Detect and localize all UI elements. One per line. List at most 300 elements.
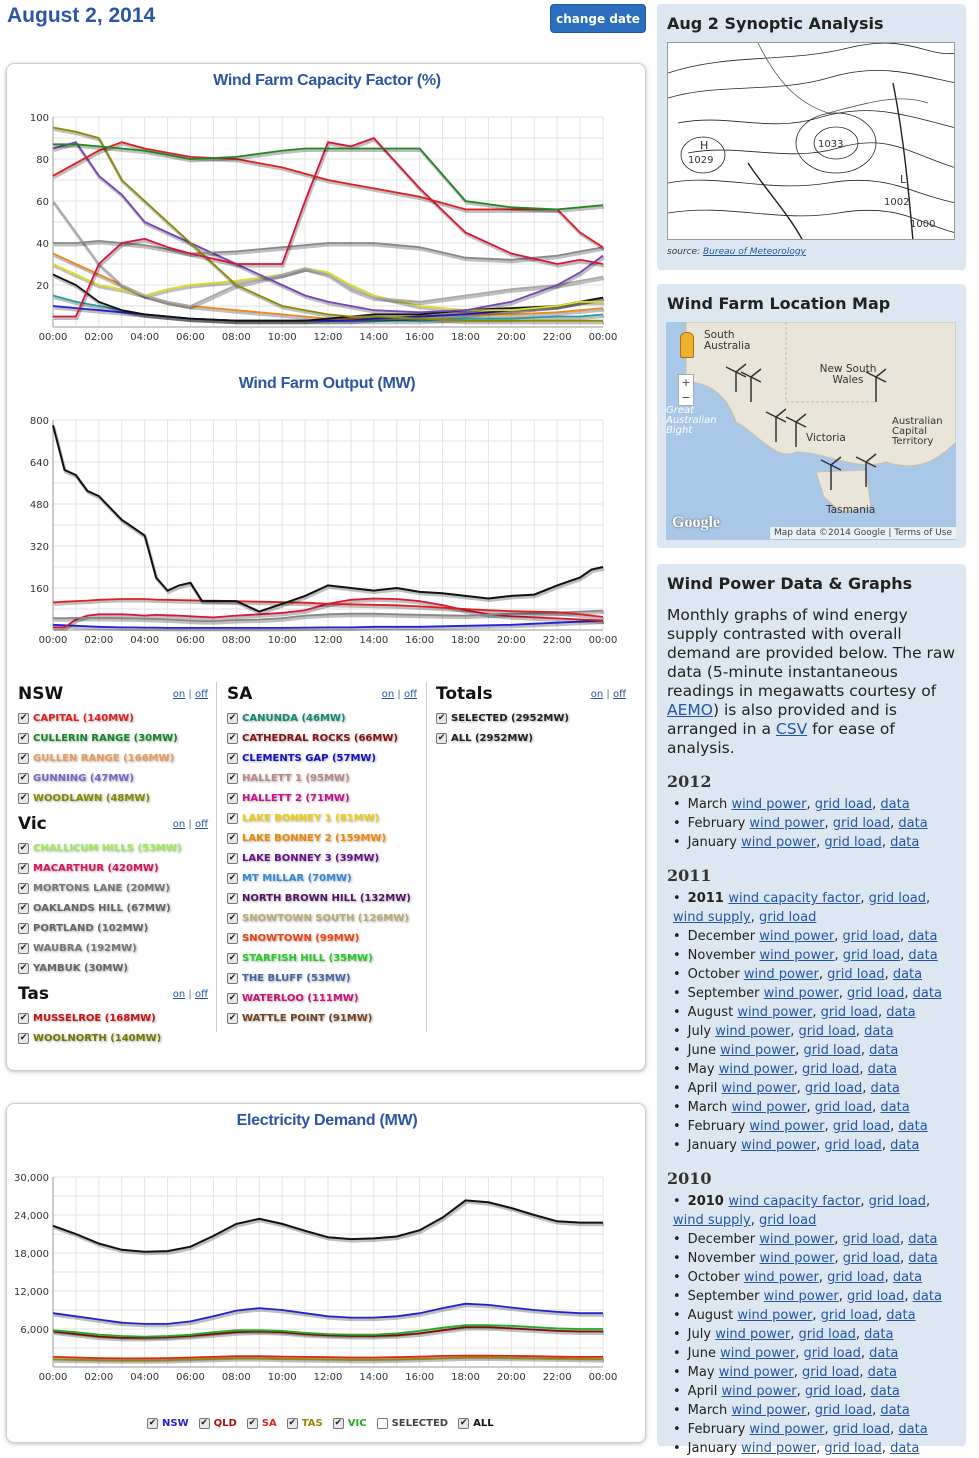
archive-link[interactable]: wind supply [673, 910, 751, 925]
archive-link[interactable]: wind power [749, 1119, 825, 1134]
legend-checkbox[interactable]: ✔ [19, 752, 28, 763]
legend-item[interactable] [227, 708, 417, 728]
legend-checkbox[interactable]: ✔ [228, 952, 237, 963]
x-tick-label: 20:00 [496, 332, 526, 343]
legend-label: LAKE BONNEY 2 (159MW) [242, 832, 387, 844]
archive-link[interactable]: data [869, 1346, 899, 1361]
archive-link[interactable]: grid load [814, 1403, 873, 1418]
archive-link[interactable]: grid load [824, 1138, 882, 1153]
x-tick-label: 00:00 [38, 635, 68, 646]
map-label-tas: Tasmania [826, 504, 876, 516]
legend-checkbox[interactable]: ✔ [437, 712, 446, 723]
demand-legend-label: NSW [162, 1418, 189, 1429]
archive-link[interactable]: wind power [718, 1062, 794, 1077]
legend-checkbox[interactable]: ✔ [228, 792, 237, 803]
x-tick-label: 02:00 [84, 635, 114, 646]
synoptic-source: source: Bureau of Meteorology [667, 247, 806, 257]
archive-link[interactable]: grid load [824, 835, 882, 850]
archive-link[interactable]: wind power [720, 1043, 796, 1058]
legend-checkbox[interactable]: ✔ [228, 892, 237, 903]
legend-label: MT MILLAR (70MW) [242, 872, 352, 884]
archive-link[interactable]: data [880, 1100, 910, 1115]
demand-legend-item[interactable] [333, 1418, 367, 1429]
archive-link[interactable]: wind power [731, 797, 807, 812]
archive-link[interactable]: grid load [814, 797, 873, 812]
archive-link[interactable]: grid load [758, 1213, 817, 1228]
legend-item[interactable] [227, 748, 417, 768]
legend-item[interactable] [227, 848, 417, 868]
month-label: January [687, 1138, 742, 1153]
demand-legend-checkbox[interactable]: ✔ [334, 1418, 343, 1428]
legend-label: WAUBRA (192MW) [33, 942, 137, 954]
x-tick-label: 06:00 [176, 1372, 205, 1382]
legend-item[interactable] [227, 1008, 417, 1028]
archive-link[interactable]: wind power [721, 1384, 797, 1399]
pegman-icon[interactable] [680, 332, 694, 358]
archive-link[interactable]: data [908, 1232, 938, 1247]
archive-link[interactable]: wind power [759, 1232, 835, 1247]
y-tick-label: 12,000 [14, 1287, 49, 1298]
archive-link[interactable]: data [880, 797, 910, 812]
x-tick-label: 14:00 [359, 1372, 389, 1382]
legend-item[interactable] [18, 788, 208, 808]
legend-checkbox[interactable]: ✔ [228, 972, 237, 983]
legend-checkbox[interactable]: ✔ [228, 712, 237, 723]
legend-checkbox[interactable]: ✔ [228, 772, 237, 783]
x-tick-label: 00:00 [38, 1372, 68, 1382]
legend-checkbox[interactable]: ✔ [228, 872, 237, 883]
archive-link[interactable]: wind power [720, 1346, 796, 1361]
legend-item[interactable] [227, 868, 417, 888]
archive-link[interactable]: wind power [759, 929, 835, 944]
x-tick-label: 00:00 [588, 1372, 618, 1382]
group-totals: Totals on | off [436, 684, 626, 704]
group-tas: Tas on | off [18, 984, 208, 1004]
nsw-on-link[interactable]: on [172, 689, 186, 700]
archive-link[interactable]: grid load [798, 1327, 856, 1342]
month-label: March [687, 1403, 732, 1418]
legend-checkbox[interactable]: ✔ [228, 912, 237, 923]
archive-link[interactable]: grid load [820, 1005, 879, 1020]
month-label: February [687, 1119, 750, 1134]
legend-checkbox[interactable]: ✔ [19, 962, 28, 973]
aemo-link[interactable]: AEMO [667, 701, 713, 719]
y-tick-label: 30,000 [14, 1173, 49, 1184]
legend-label: OAKLANDS HILL (67MW) [33, 902, 171, 914]
archive-link[interactable]: grid load [868, 1194, 927, 1209]
month-label: July [687, 1024, 716, 1039]
month-item: • March wind power, grid load, data [673, 1098, 959, 1117]
demand-legend-checkbox[interactable]: ✔ [200, 1418, 208, 1428]
legend-label: WATTLE POINT (91MW) [242, 1012, 373, 1024]
legend-checkbox[interactable]: ✔ [19, 1032, 28, 1043]
x-tick-label: 22:00 [542, 332, 572, 343]
month-item: • September wind power, grid load, data [673, 1287, 959, 1306]
legend-label: STARFISH HILL (35MW) [242, 952, 373, 964]
map-label-nsw: New South Wales [819, 363, 877, 386]
legend-checkbox[interactable]: ✔ [228, 852, 237, 863]
tas-on-link[interactable]: on [172, 989, 186, 1000]
power-intro: Monthly graphs of wind energy supply contrasted with overall demand are provided below. The raw data (5-minute instantaneous readings in megawatts courtesy of AEMO) is also provided and is arranged in a CSV for ease of analysis. 2012 • March wind power, grid load, data • February wind power, grid load, data • January wind power, grid load, data 2011 • 2011 wind capacity factor, grid load, wind supply, grid load • December wind power, grid load, data • November wind power, grid load, data • October wind power, grid load, data • September wind power, grid load, data • August wind power, grid load, data • July wind power, grid load, data • June wind power, grid load, data • May wind power, grid load, data • April wind power, grid load, data • March wind power, grid load, data • February wind power, grid load, data • January wind power, grid load, data 2010 • 2010 wind capacity factor, grid load, wind supply, grid load • December wind power, grid load, data • November wind power, grid load, data • October wind power, grid load, data • September wind power, grid load, data • August wind power, grid load, data • July wind power, grid load, data • June wind power, grid load, data • May wind power, grid load, data • April wind power, grid load, data • March wind power, grid load, data • February wind power, grid load, data • January wind power, grid load, data [667, 606, 959, 1458]
legend-item[interactable] [18, 708, 208, 728]
archive-link[interactable]: grid load [842, 1232, 900, 1247]
x-tick-label: 10:00 [267, 1372, 297, 1382]
synoptic-high-label: H [700, 139, 709, 152]
archive-link[interactable]: data [867, 1062, 897, 1077]
archive-link[interactable]: data [908, 929, 938, 944]
change-date-button[interactable]: change date [550, 4, 646, 33]
legend-item[interactable] [227, 968, 417, 988]
month-item: • January wind power, grid load, data [673, 1136, 959, 1155]
archive-link[interactable]: data [908, 1251, 938, 1266]
archive-link[interactable]: grid load [802, 1062, 860, 1077]
legend-item[interactable] [227, 808, 417, 828]
legend-checkbox[interactable]: ✔ [19, 712, 28, 723]
legend-item[interactable] [227, 768, 417, 788]
synoptic-pressure-1002: 1002 [884, 197, 910, 208]
archive-link[interactable]: data [890, 1138, 920, 1153]
legend-checkbox[interactable]: ✔ [228, 732, 237, 743]
legend-checkbox[interactable]: ✔ [19, 792, 28, 803]
archive-link[interactable]: data [880, 1403, 910, 1418]
tas-items [18, 1008, 208, 1048]
vic-off-link[interactable]: off [194, 819, 208, 830]
sa-off-link[interactable]: off [403, 689, 417, 700]
month-label: April [687, 1384, 722, 1399]
month-item: • February wind power, grid load, data [673, 1420, 959, 1439]
wind-farm-map[interactable] [666, 322, 956, 540]
legend-item[interactable] [18, 958, 208, 978]
archive-link[interactable]: grid load [803, 1346, 861, 1361]
legend-label: THE BLUFF (53MW) [242, 972, 351, 984]
power-title: Wind Power Data & Graphs [667, 574, 913, 593]
archive-link[interactable]: data [867, 1365, 897, 1380]
synoptic-low-label: L [900, 173, 907, 186]
archive-link[interactable]: wind supply [673, 1213, 751, 1228]
demand-legend-item[interactable] [287, 1418, 323, 1429]
archive-link[interactable]: wind capacity factor [728, 891, 861, 906]
archive-link[interactable]: wind power [731, 1403, 807, 1418]
tas-off-link[interactable]: off [194, 989, 208, 1000]
group-vic: Vic on | off [18, 814, 208, 834]
archive-link[interactable]: data [908, 948, 938, 963]
legend-label: GUNNING (47MW) [33, 772, 134, 784]
archive-link[interactable]: data [886, 1308, 916, 1323]
location-map-title: Wind Farm Location Map [667, 294, 891, 313]
month-item: • August wind power, grid load, data [673, 1306, 959, 1325]
month-label: May [687, 1365, 719, 1380]
month-label: June [687, 1043, 721, 1058]
legend-checkbox[interactable]: ✔ [19, 842, 28, 853]
x-tick-label: 02:00 [84, 1372, 114, 1382]
x-tick-label: 10:00 [267, 635, 297, 646]
zoom-out-button[interactable]: − [681, 391, 691, 404]
legend-checkbox[interactable]: ✔ [228, 992, 237, 1003]
archive-link[interactable]: grid load [868, 891, 927, 906]
archive-link[interactable]: wind power [737, 1308, 813, 1323]
archive-link[interactable]: data [864, 1024, 894, 1039]
archive-link[interactable]: grid load [842, 1251, 901, 1266]
demand-legend-item[interactable] [377, 1418, 449, 1429]
month-item: • 2010 wind capacity factor, grid load, wind supply, grid load [673, 1192, 959, 1230]
archive-link[interactable]: data [898, 816, 928, 831]
legend-item[interactable] [436, 728, 626, 748]
legend-item[interactable] [18, 728, 208, 748]
year-heading: 2010 [667, 1169, 712, 1188]
archive-link[interactable]: data [870, 1081, 900, 1096]
legend-checkbox[interactable]: ✔ [19, 732, 28, 743]
map-terms-link[interactable]: Terms of Use [894, 528, 952, 538]
archive-link[interactable]: wind power [741, 1138, 817, 1153]
legend-label: YAMBUK (30MW) [33, 962, 128, 974]
month-item: • October wind power, grid load, data [673, 965, 959, 984]
archive-link[interactable]: wind power [737, 1005, 813, 1020]
month-item: • April wind power, grid load, data [673, 1382, 959, 1401]
legend-item[interactable] [18, 878, 208, 898]
archive-link[interactable]: wind power [743, 1270, 819, 1285]
vic-on-link[interactable]: on [172, 819, 186, 830]
legend-item[interactable] [18, 1008, 208, 1028]
archive-link[interactable]: data [890, 835, 920, 850]
archive-link[interactable]: data [898, 1422, 928, 1437]
month-label: August [687, 1308, 738, 1323]
legend-item[interactable] [18, 1028, 208, 1048]
nsw-items [18, 708, 208, 808]
legend-item[interactable] [227, 988, 417, 1008]
legend-checkbox[interactable]: ✔ [228, 812, 237, 823]
demand-legend-label: TAS [301, 1418, 323, 1429]
series-shadow-green [54, 146, 604, 211]
month-label: February [687, 1422, 750, 1437]
archive-link[interactable]: grid load [824, 1441, 882, 1456]
legend-checkbox[interactable]: ✔ [19, 882, 28, 893]
month-item: • 2011 wind capacity factor, grid load, wind supply, grid load [673, 889, 959, 927]
legend-checkbox[interactable]: ✔ [228, 832, 237, 843]
archive-link[interactable]: wind power [731, 1100, 807, 1115]
output-chart-title: Wind Farm Output (MW) [238, 375, 416, 392]
legend-checkbox[interactable]: ✔ [19, 942, 28, 953]
archive-link[interactable]: wind power [759, 948, 835, 963]
archive-link[interactable]: data [892, 967, 923, 982]
legend-col-totals [436, 684, 626, 748]
archive-link[interactable]: wind capacity factor [728, 1194, 861, 1209]
month-item: • June wind power, grid load, data [673, 1344, 959, 1363]
x-tick-label: 06:00 [176, 332, 205, 343]
synoptic-pressure-1000: 1000 [910, 219, 936, 230]
legend-checkbox[interactable]: ✔ [19, 862, 28, 873]
legend-item[interactable] [227, 728, 417, 748]
legend-checkbox[interactable]: ✔ [19, 902, 28, 913]
month-label: November [687, 1251, 760, 1266]
legend-checkbox[interactable]: ✔ [228, 752, 237, 763]
map-label-act: Australian Capital Territory [892, 416, 943, 447]
archive-link[interactable]: data [898, 1119, 928, 1134]
demand-legend-checkbox[interactable]: ✔ [248, 1418, 257, 1428]
wind-charts-panel [6, 63, 646, 1071]
demand-legend-checkbox[interactable] [377, 1418, 388, 1429]
archive-link[interactable]: grid load [832, 1422, 891, 1437]
legend-item[interactable] [227, 948, 417, 968]
y-tick-label: 40 [36, 239, 49, 250]
archive-link[interactable]: grid load [798, 1024, 856, 1039]
location-map-panel [657, 284, 966, 548]
month-label: December [687, 1232, 760, 1247]
demand-legend-checkbox[interactable]: ✔ [288, 1418, 297, 1428]
legend-checkbox[interactable]: ✔ [19, 1012, 28, 1023]
archive-link[interactable]: grid load [814, 1100, 873, 1115]
x-tick-label: 18:00 [451, 635, 480, 646]
archive-link[interactable]: grid load [827, 967, 885, 982]
month-label: April [687, 1081, 722, 1096]
archive-years [667, 772, 959, 1458]
legend-label: CATHEDRAL ROCKS (66MW) [242, 732, 398, 744]
legend-label: NORTH BROWN HILL (132MW) [242, 892, 411, 904]
demand-legend-checkbox[interactable]: ✔ [459, 1418, 468, 1428]
demand-chart-title: Electricity Demand (MW) [236, 1112, 418, 1129]
demand-legend-label: VIC [347, 1418, 367, 1429]
capacity-factor-chart [7, 104, 647, 349]
archive-link[interactable]: wind power [718, 1365, 794, 1380]
archive-link[interactable]: grid load [842, 929, 900, 944]
nsw-off-link[interactable]: off [194, 689, 208, 700]
archive-link[interactable]: grid load [820, 1308, 879, 1323]
archive-link[interactable]: wind power [741, 1441, 817, 1456]
archive-link[interactable]: grid load [758, 910, 817, 925]
demand-legend-label: QLD [213, 1418, 237, 1429]
x-tick-label: 20:00 [496, 1372, 526, 1382]
y-tick-label: 6,000 [20, 1325, 49, 1336]
legend-label: CHALLICUM HILLS (53MW) [33, 842, 182, 854]
legend-label: MORTONS LANE (20MW) [33, 882, 170, 894]
archive-link[interactable]: wind power [749, 1422, 825, 1437]
y-tick-label: 20 [36, 281, 49, 292]
month-item: • March wind power, grid load, data [673, 795, 959, 814]
month-item: • May wind power, grid load, data [673, 1363, 959, 1382]
archive-link[interactable]: wind power [749, 816, 825, 831]
legend-label: LAKE BONNEY 3 (39MW) [242, 852, 380, 864]
legend-item[interactable] [436, 708, 626, 728]
legend-item[interactable] [227, 888, 417, 908]
sa-on-link[interactable]: on [381, 689, 395, 700]
legend-item[interactable] [18, 898, 208, 918]
month-label: November [687, 948, 760, 963]
archive-link[interactable]: data [912, 1289, 942, 1304]
legend-checkbox[interactable]: ✔ [437, 732, 446, 743]
month-label: September [687, 1289, 764, 1304]
month-item: • April wind power, grid load, data [673, 1079, 959, 1098]
legend-checkbox[interactable]: ✔ [228, 1012, 237, 1023]
legend-item[interactable] [18, 768, 208, 788]
month-label: December [687, 929, 760, 944]
legend-checkbox[interactable]: ✔ [228, 932, 237, 943]
archive-link[interactable]: wind power [743, 967, 819, 982]
sa-items [227, 708, 417, 1028]
legend-checkbox[interactable]: ✔ [19, 922, 28, 933]
archive-link[interactable]: data [912, 986, 942, 1001]
archive-link[interactable]: grid load [802, 1365, 860, 1380]
month-label: March [687, 797, 732, 812]
legend-item[interactable] [18, 748, 208, 768]
legend-item[interactable] [227, 828, 417, 848]
archive-link[interactable]: grid load [832, 816, 891, 831]
month-item: • July wind power, grid load, data [673, 1325, 959, 1344]
x-tick-label: 18:00 [451, 1372, 480, 1382]
csv-link[interactable]: CSV [775, 720, 808, 738]
page-title: August 2, 2014 [7, 4, 156, 27]
archive-link[interactable]: grid load [827, 1270, 885, 1285]
archive-link[interactable]: wind power [715, 1327, 791, 1342]
archive-link[interactable]: data [864, 1327, 894, 1342]
archive-link[interactable]: grid load [847, 986, 905, 1001]
archive-link[interactable]: wind power [759, 1251, 835, 1266]
demand-legend-item[interactable] [199, 1418, 237, 1429]
map-zoom-control[interactable] [678, 374, 694, 406]
bom-link[interactable]: Bureau of Meteorology [703, 247, 806, 257]
legend-item[interactable] [227, 908, 417, 928]
legend-item[interactable] [18, 918, 208, 938]
archive-link[interactable]: wind power [741, 835, 817, 850]
archive-link[interactable]: grid load [804, 1081, 863, 1096]
totals-off-link[interactable]: off [612, 689, 626, 700]
y-tick-label: 100 [29, 113, 49, 124]
archive-link[interactable]: data [870, 1384, 900, 1399]
zoom-in-button[interactable]: + [681, 376, 691, 389]
archive-link[interactable]: wind power [715, 1024, 791, 1039]
x-tick-label: 12:00 [313, 1372, 343, 1382]
legend-label: HALLETT 1 (95MW) [242, 772, 350, 784]
month-label: September [687, 986, 764, 1001]
totals-on-link[interactable]: on [590, 689, 604, 700]
demand-legend-checkbox[interactable]: ✔ [148, 1418, 157, 1428]
month-item: • July wind power, grid load, data [673, 1022, 959, 1041]
archive-link[interactable]: wind power [763, 1289, 839, 1304]
synoptic-map-image[interactable] [667, 42, 955, 240]
archive-link[interactable]: grid load [832, 1119, 891, 1134]
archive-link[interactable]: wind power [721, 1081, 797, 1096]
legend-item[interactable] [18, 838, 208, 858]
archive-link[interactable]: wind power [763, 986, 839, 1001]
x-tick-label: 00:00 [38, 332, 68, 343]
archive-link[interactable]: data [890, 1441, 920, 1456]
demand-legend-item[interactable] [147, 1418, 189, 1429]
month-item: • May wind power, grid load, data [673, 1060, 959, 1079]
y-tick-label: 18,000 [14, 1249, 49, 1260]
year-heading: 2011 [667, 866, 712, 885]
demand-legend-label: SELECTED [391, 1418, 449, 1429]
month-item: • January wind power, grid load, data [673, 1439, 959, 1458]
archive-link[interactable]: data [886, 1005, 916, 1020]
archive-link[interactable]: grid load [803, 1043, 861, 1058]
month-list [667, 889, 959, 1155]
legend-item[interactable] [18, 938, 208, 958]
x-tick-label: 08:00 [221, 1372, 251, 1382]
legend-item[interactable] [18, 858, 208, 878]
archive-link[interactable]: data [869, 1043, 899, 1058]
map-label-sa: South Australia [704, 329, 751, 352]
archive-link[interactable]: grid load [804, 1384, 863, 1399]
legend-item[interactable] [227, 928, 417, 948]
legend-label: WOODLAWN (48MW) [33, 792, 150, 804]
legend-checkbox[interactable]: ✔ [19, 772, 28, 783]
legend-item[interactable] [227, 788, 417, 808]
archive-link[interactable]: grid load [847, 1289, 905, 1304]
month-label: June [687, 1346, 721, 1361]
archive-link[interactable]: data [892, 1270, 923, 1285]
archive-link[interactable]: grid load [842, 948, 901, 963]
demand-legend-item[interactable] [247, 1418, 277, 1429]
x-tick-label: 12:00 [313, 332, 343, 343]
demand-legend-item[interactable] [458, 1418, 493, 1429]
